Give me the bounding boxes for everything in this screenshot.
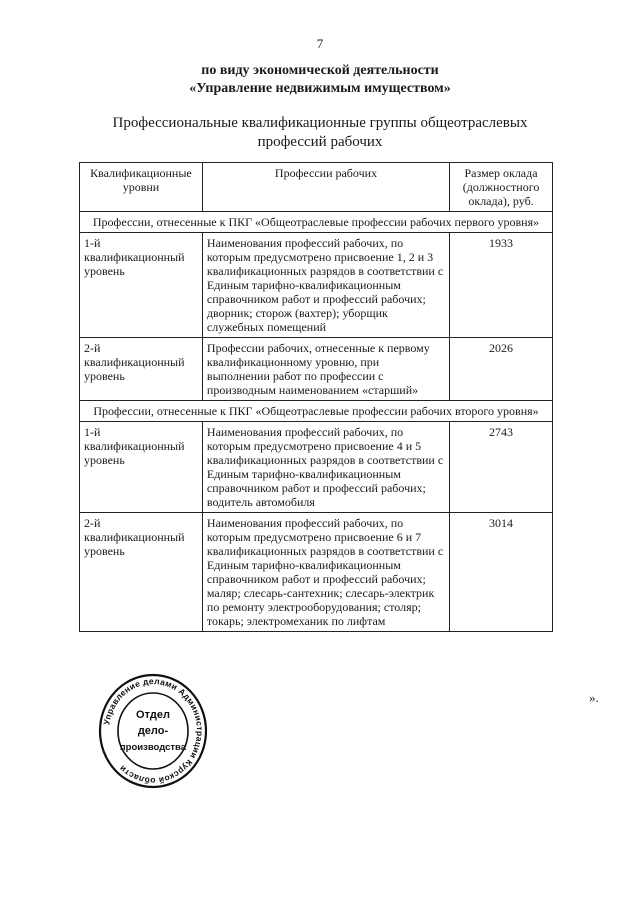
salary-cell: 1933 <box>450 233 553 338</box>
stamp-line-2: дело- <box>137 725 169 737</box>
office-stamp <box>98 672 208 790</box>
professions-cell: Наименования профессий рабочих, по которым предусмотрено присвоение 4 и 5 квалификационных разрядов в соответствии с Единым тарифно-квалификационным справочником работ и профессий рабочих; водитель автомобиля <box>202 422 449 513</box>
table-row <box>80 422 553 513</box>
qualification-table <box>79 162 553 632</box>
stamp-ring-text: Управление делами Администрации Курской области <box>101 675 206 787</box>
professions-cell: Наименования профессий рабочих, по которым предусмотрено присвоение 6 и 7 квалификационных разрядов в соответствии с Единым тарифно-квалификационным справочником работ и профессий рабочих; маляр; слесарь-сантехник; слесарь-электрик по ремонту электрооборудования; столяр; токарь; электромеханик по лифтам <box>202 513 449 632</box>
level-cell: 2-й квалификационный уровень <box>80 513 203 632</box>
section-title <box>0 114 640 152</box>
header-salary: Размер оклада (должностного оклада), руб. <box>450 163 553 212</box>
table-row <box>80 513 553 632</box>
salary-cell: 2743 <box>450 422 553 513</box>
group-row <box>80 212 553 233</box>
document-heading <box>0 62 640 98</box>
group-title: Профессии, отнесенные к ПКГ «Общеотраслевые профессии рабочих первого уровня» <box>80 212 553 233</box>
section-title-line-1: Профессиональные квалификационные группы общеотраслевых <box>112 115 528 131</box>
salary-cell: 2026 <box>450 338 553 401</box>
closing-quote-mark: ». <box>589 690 599 705</box>
heading-line-1: по виду экономической деятельности <box>201 63 439 78</box>
page-number: 7 <box>316 36 324 51</box>
salary-cell: 3014 <box>450 513 553 632</box>
table-row <box>80 233 553 338</box>
stamp-line-1: Отдел <box>136 709 170 721</box>
level-cell: 2-й квалификационный уровень <box>80 338 203 401</box>
professions-cell: Наименования профессий рабочих, по которым предусмотрено присвоение 1, 2 и 3 квалификационных разрядов в соответствии с Единым тарифно-квалификационным справочником работ и профессий рабочих; дворник; сторож (вахтер); уборщик служебных помещений <box>202 233 449 338</box>
header-professions: Профессии рабочих <box>202 163 449 212</box>
group-title: Профессии, отнесенные к ПКГ «Общеотраслевые профессии рабочих второго уровня» <box>80 401 553 422</box>
level-cell: 1-й квалификационный уровень <box>80 233 203 338</box>
header-levels: Квалификационные уровни <box>80 163 203 212</box>
stamp-line-3: производства <box>119 742 187 753</box>
table-row <box>80 338 553 401</box>
group-row <box>80 401 553 422</box>
level-cell: 1-й квалификационный уровень <box>80 422 203 513</box>
professions-cell: Профессии рабочих, отнесенные к первому квалификационному уровню, при выполнении работ по профессии с производным наименованием «старший» <box>202 338 449 401</box>
heading-line-2: «Управление недвижимым имуществом» <box>189 81 451 96</box>
section-title-line-2: профессий рабочих <box>257 134 383 150</box>
table-header-row <box>80 163 553 212</box>
